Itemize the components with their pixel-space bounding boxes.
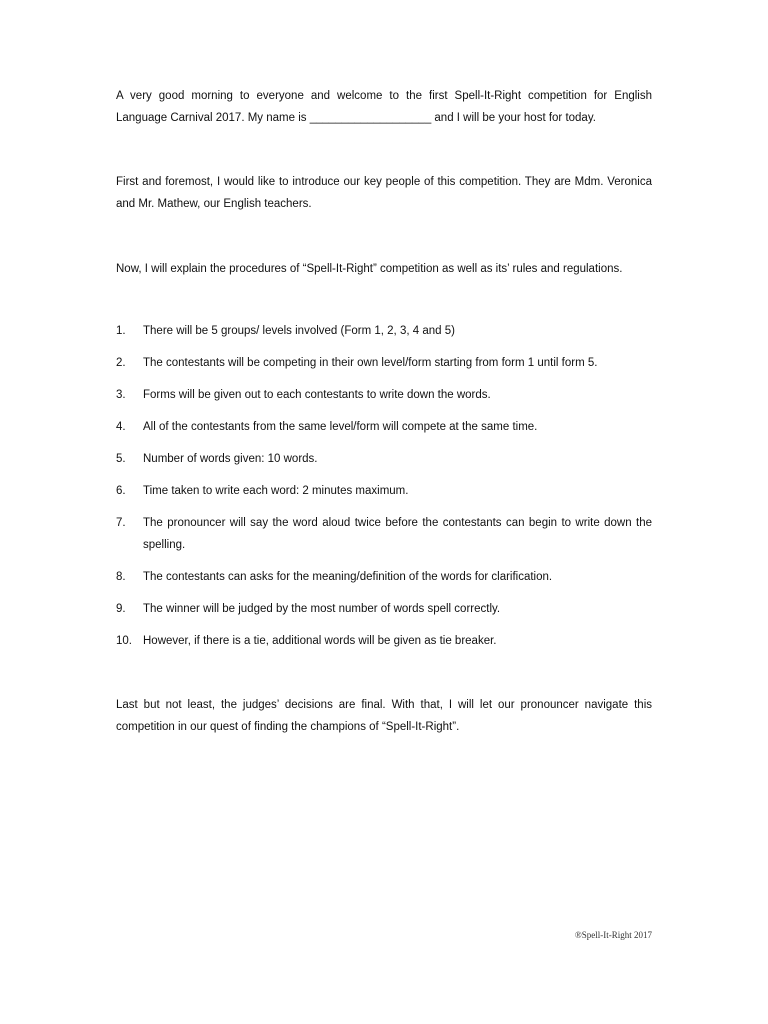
- rule-text: All of the contestants from the same level/form will compete at the same time.: [143, 421, 538, 433]
- rule-item: [116, 448, 652, 470]
- rule-item: [116, 598, 652, 620]
- rule-number: 1.: [116, 325, 126, 337]
- rule-number: 5.: [116, 453, 126, 465]
- rule-number: 4.: [116, 421, 126, 433]
- rule-number: 9.: [116, 603, 126, 615]
- rules-list: [116, 320, 652, 662]
- rule-text: The winner will be judged by the most number of words spell correctly.: [143, 603, 501, 615]
- rule-number: 3.: [116, 389, 126, 401]
- rule-number: 6.: [116, 485, 126, 497]
- rule-item: [116, 630, 652, 652]
- rule-number: 10.: [116, 635, 132, 647]
- rule-text: The contestants can asks for the meaning/definition of the words for clarification.: [143, 571, 553, 583]
- key-people-paragraph: First and foremost, I would like to introduce our key people of this competition. They are Mdm. Veronica and Mr. Mathew, our English teachers.: [116, 176, 652, 210]
- rule-number: 7.: [116, 517, 126, 529]
- rule-item: [116, 416, 652, 438]
- welcome-paragraph: A very good morning to everyone and welcome to the first Spell-It-Right competition for English Language Carnival 2017. My name is ___________________ and I will be your host for today.: [116, 90, 652, 124]
- rule-text: Time taken to write each word: 2 minutes maximum.: [143, 485, 409, 497]
- rule-item: [116, 566, 652, 588]
- procedures-intro-paragraph: Now, I will explain the procedures of “Spell-It-Right” competition as well as its’ rules and regulations.: [116, 263, 623, 275]
- copyright-footer: ®Spell-It-Right 2017: [574, 930, 652, 940]
- rule-number: 8.: [116, 571, 126, 583]
- rule-text: The contestants will be competing in their own level/form starting from form 1 until form 5.: [143, 357, 598, 369]
- rule-text: Forms will be given out to each contestants to write down the words.: [143, 389, 491, 401]
- rule-text: There will be 5 groups/ levels involved (Form 1, 2, 3, 4 and 5): [143, 325, 455, 337]
- rule-text: Number of words given: 10 words.: [143, 453, 318, 465]
- rule-item: [116, 384, 652, 406]
- rule-text: However, if there is a tie, additional words will be given as tie breaker.: [143, 635, 497, 647]
- rule-item: [116, 480, 652, 502]
- closing-paragraph: Last but not least, the judges’ decisions are final. With that, I will let our pronouncer navigate this competition in our quest of finding the champions of “Spell-It-Right”.: [116, 699, 652, 733]
- rule-item: [116, 352, 652, 374]
- rule-number: 2.: [116, 357, 126, 369]
- rule-text: The pronouncer will say the word aloud twice before the contestants can begin to write down the spelling.: [143, 517, 652, 551]
- rule-item: [116, 320, 652, 342]
- rule-item: [116, 512, 652, 556]
